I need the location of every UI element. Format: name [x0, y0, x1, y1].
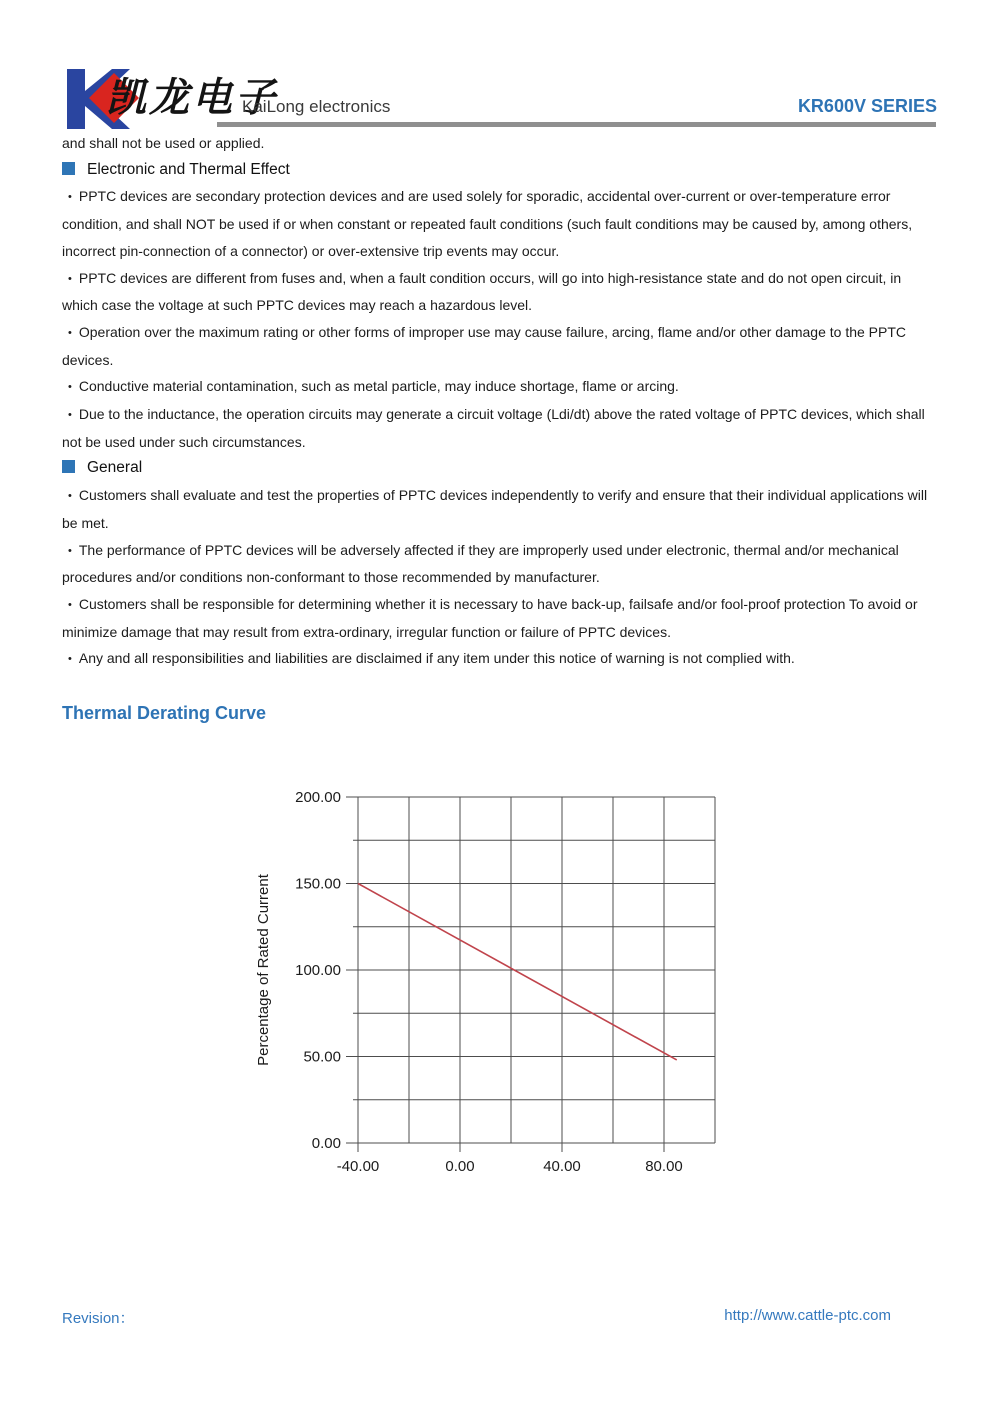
intro-continuation-line: and shall not be used or applied.	[62, 135, 265, 151]
bullet-dot-icon: •	[68, 381, 72, 394]
chart-tick-labels	[295, 789, 683, 1175]
bullet-text: PPTC devices are different from fuses and, when a fault condition occurs, will go into high-resistance state and do not open circuit, in which case the voltage at such PPTC devices may reach a hazardous level.	[62, 269, 902, 314]
bullet-text: Any and all responsibilities and liabilities are disclaimed if any item under this notice of warning is not complied with.	[78, 650, 795, 667]
svg-text:80.00: 80.00	[645, 1158, 683, 1175]
chart-axis-ticks	[346, 797, 664, 1152]
section-header-electronic-thermal	[62, 157, 938, 184]
bullet-item	[62, 319, 938, 373]
bullet-item	[62, 645, 938, 673]
bullet-text: Operation over the maximum rating or other forms of improper use may cause failure, arcing, flame and/or other damage to the PPTC devices.	[62, 323, 907, 368]
svg-text:150.00: 150.00	[295, 875, 341, 893]
bullet-dot-icon: •	[68, 490, 72, 503]
bullet-dot-icon: •	[68, 544, 72, 557]
svg-text:0.00: 0.00	[445, 1158, 475, 1175]
bullet-dot-icon: •	[68, 326, 72, 339]
section-title: Electronic and Thermal Effect	[87, 160, 290, 178]
section-title: General	[87, 459, 143, 477]
svg-text:-40.00: -40.00	[336, 1158, 380, 1175]
bullet-item	[62, 482, 938, 536]
bullet-text: Customers shall evaluate and test the properties of PPTC devices independently to verify and ensure that their individual applications will be met.	[62, 487, 928, 531]
svg-text:200.00: 200.00	[295, 789, 341, 806]
svg-text:0.00: 0.00	[311, 1135, 341, 1152]
bullet-text: The performance of PPTC devices will be adversely affected if they are improperly used under electronic, thermal and/or mechanical procedures and/or conditions non-conformant to those recommended by manufacturer.	[62, 541, 899, 586]
bullet-item	[62, 401, 938, 455]
series-title: KR600V SERIES	[797, 96, 937, 116]
logo-chinese-name: 凯龙电子	[106, 76, 278, 120]
chart-section-title: Thermal Derating Curve	[62, 703, 267, 723]
svg-text:100.00: 100.00	[295, 962, 341, 979]
bullet-dot-icon: •	[68, 409, 72, 422]
bullet-dot-icon: •	[68, 191, 72, 204]
bullet-item	[62, 591, 938, 645]
bullet-item	[62, 265, 938, 319]
website-link[interactable]: http://www.cattle-ptc.com	[724, 1307, 891, 1324]
warning-text-block	[62, 130, 938, 673]
bullet-dot-icon: •	[68, 653, 72, 666]
bullet-dot-icon: •	[68, 272, 72, 285]
bullet-text: Due to the inductance, the operation circuits may generate a circuit voltage (Ldi/dt) above the rated voltage of PPTC devices, which shall not be used under such circumstances.	[62, 406, 925, 450]
section-header-general	[62, 455, 938, 482]
bullet-text: Conductive material contamination, such as metal particle, may induce shortage, flame or arcing.	[78, 378, 679, 395]
svg-text:50.00: 50.00	[303, 1048, 341, 1066]
section-square-icon	[62, 162, 75, 175]
svg-text:40.00: 40.00	[543, 1158, 581, 1175]
bullet-text: Customers shall be responsible for determining whether it is necessary to have back-up, failsafe and/or fool-proof protection To avoid or minimize damage that may result from extra-ordinary, irregular function or failure of PPTC devices.	[62, 595, 918, 640]
revision-label: Revision：	[62, 1310, 135, 1327]
bullet-item	[62, 373, 938, 401]
thermal-derating-chart	[250, 763, 750, 1193]
header-divider-bar	[217, 122, 936, 127]
company-name: KaiLong electronics	[242, 97, 391, 116]
bullet-dot-icon: •	[68, 598, 72, 611]
bullet-item	[62, 183, 938, 264]
chart-y-axis-title: Percentage of Rated Current	[255, 874, 272, 1066]
bullet-text: PPTC devices are secondary protection devices and are used solely for sporadic, accidental over-current or over-temperature error condition, and shall NOT be used if or when constant or repeated fault conditions (such fault conditions may be caused by, among others, incorrect pin-connection of a connector) or over-extensive trip events may occur.	[62, 188, 913, 259]
section-square-icon	[62, 460, 75, 473]
bullet-item	[62, 537, 938, 591]
chart-gridlines	[353, 797, 715, 1143]
chart-series-line	[358, 884, 677, 1060]
